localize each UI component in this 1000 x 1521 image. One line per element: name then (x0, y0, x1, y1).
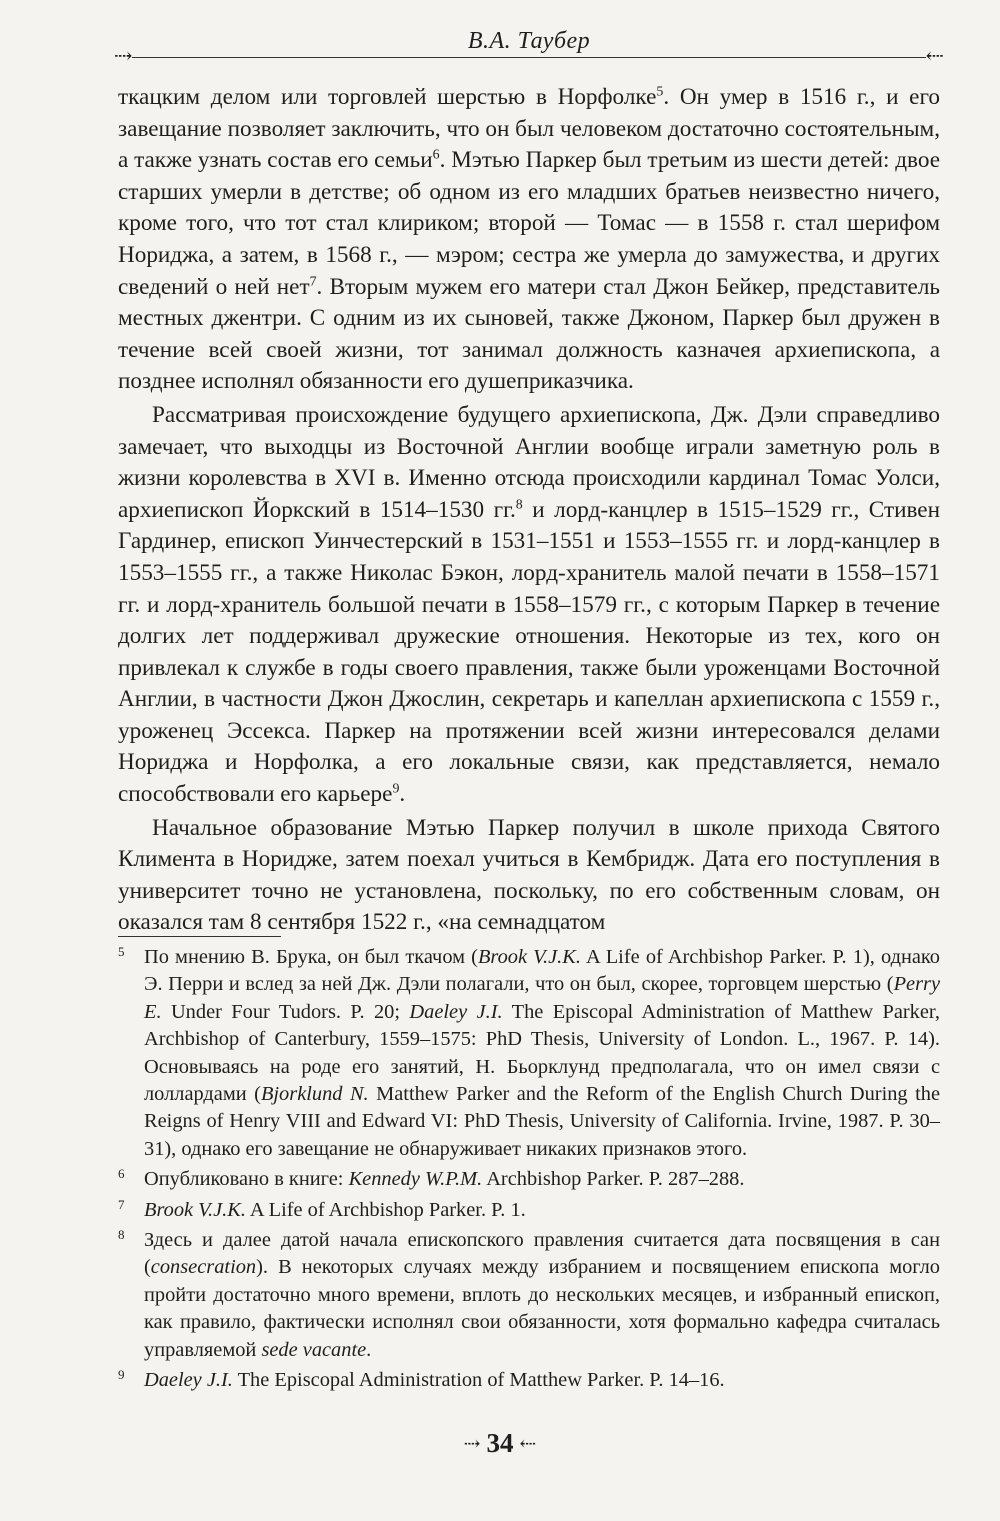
paragraph-1 (118, 82, 940, 398)
author-name: Daeley J.I. (144, 1369, 233, 1392)
arrow-right-ornament-icon: ⇢ (463, 1433, 481, 1455)
text-run: Under Four Tudors. P. 20; (161, 1000, 410, 1023)
text-run: и лорд-канцлер в 1515–1529 гг., Стивен Гардинер, епископ Уинчестерский в 1531–1551 и 1553–1555 гг. и лорд-канцлер в 1553–1555 гг., а также Николас Бэкон, лорд-хранитель малой печати в 1558–1571 гг. и лорд-хранитель большой печати в 1558–1579 гг., с которым Паркер в течение долгих лет поддерживал дружеские отношения. Некоторые из тех, кого он привлекал к службе в годы своего правления, также были уроженцами Восточной Англии, в частности Джон Джослин, секретарь и капеллан архиепископа с 1559 г., уроженец Эссекса. Паркер на протяжении всей жизни интересовался делами Нориджа и Норфолка, а его локальные связи, как представляется, немало способствовали его карьере (118, 496, 940, 808)
footnote-ref-9[interactable]: 9 (392, 781, 400, 797)
footnote-8 (118, 1227, 940, 1364)
running-head-author: В.А. Таубер (467, 28, 591, 54)
text-run: ). В некоторых случаях между избранием и посвящением епископа могло пройти достаточно много времени, вплоть до нескольких месяцев, и избранный епископ, как правило, фактически исполнял свои обязанности, хотя формально кафедра считалась управляемой (144, 1256, 940, 1361)
running-header (114, 22, 944, 72)
arrow-left-ornament-icon: ⇠ (519, 1433, 537, 1455)
footnotes (118, 944, 940, 1398)
text-run: Рассматривая происхождение будущего архиепископа, Дж. Дэли справедливо замечает, что выходцы из Восточной Англии вообще играли заметную роль в жизни королевства в XVI в. Именно отсюда происходили кардинал Томас Уолси, архиепископ Йоркский в 1514–1530 гг. (118, 401, 940, 523)
text-run: . (399, 781, 406, 808)
text-run: The Episcopal Administration of Matthew Parker. P. 14–16. (232, 1369, 725, 1392)
arrow-left-ornament-icon: ⇠ (925, 43, 944, 68)
text-run: Archbishop Parker. P. 287–288. (482, 1168, 745, 1191)
main-text (118, 82, 940, 941)
arrow-right-ornament-icon: ⇢ (114, 43, 133, 68)
text-run: A Life of Archbishop Parker. P. 1), однако Э. Перри и вслед за ней Дж. Дэли полагали, что он был, скорее, торговцем шерстью ( (144, 946, 940, 996)
footnote-number: 9 (118, 1367, 125, 1383)
text-run: Здесь и далее датой начала епископского правления считается дата посвящения в сан ( (144, 1229, 940, 1279)
footnote-number: 8 (118, 1227, 125, 1243)
text-run: . Вторым мужем его матери стал Джон Бейкер, представитель местных джентри. С одним из их сыновей, также Джоном, Паркер был дружен в течение всей своей жизни, тот занимал должность казначея архиепископа, а позднее исполнял обязанности его душеприказчика. (118, 273, 940, 395)
paragraph-3: Начальное образование Мэтью Паркер получил в школе прихода Святого Климента в Норидже, затем поехал учиться в Кембридж. Дата его поступления в университет точно не установлена, поскольку, по его собственным словам, он оказался там 8 сентября 1522 г., «на семнадцатом (118, 814, 940, 936)
text-run: . (366, 1338, 372, 1361)
author-name: Perry E. (144, 973, 940, 1023)
footnote-number: 6 (118, 1166, 125, 1182)
footnote-separator (118, 936, 281, 937)
author-name: Brook V.J.K. (144, 1198, 246, 1221)
author-name: Brook V.J.K. (477, 946, 581, 968)
latin-term: consecration (150, 1256, 257, 1279)
footnote-ref-7[interactable]: 7 (309, 273, 317, 289)
text-run: Matthew Parker and the Reform of the English Church During the Reigns of Henry VIII and Edward VI: PhD Thesis, University of California. Irvine, 1987. P. 30–31), однако его завещание не обнаруживает никаких признаков этого. (144, 1083, 940, 1160)
text-run: Опубликовано в книге: (144, 1168, 349, 1191)
text-run: По мнению В. Брука, он был ткачом ( (144, 946, 478, 968)
text-run: A Life of Archbishop Parker. P. 1. (245, 1198, 526, 1221)
text-run: ткацким делом или торговлей шерстью в Норфолке (118, 84, 657, 110)
footnote-5 (118, 944, 940, 1163)
header-rule (132, 57, 926, 58)
latin-term: sede vacante (261, 1338, 367, 1361)
text-run: . Мэтью Паркер был третьим из шести детей: двое старших умерли в детстве; об одном из его младших братьев неизвестно ничего, кроме того, что тот стал клириком; второй — Томас — в 1558 г. стал шерифом Нориджа, а затем, в 1568 г., — мэром; сестра же умерла до замужества, и других сведений о ней нет (118, 147, 940, 300)
footnote-number: 5 (118, 944, 125, 959)
footnote-ref-6[interactable]: 6 (432, 147, 440, 163)
footnote-ref-8[interactable]: 8 (515, 496, 523, 512)
text-run: The Episcopal Administration of Matthew Parker, Archbishop of Canterbury, 1559–1575: PhD Thesis, University of London. L., 1967. P. 14). Основываясь на роде его занятий, Н. Бьорклунд предполагала, что он имел связи с лоллардами ( (144, 1000, 941, 1106)
author-name: Kennedy W.P.M. (348, 1168, 483, 1191)
text-run: . Он умер в 1516 г., и его завещание позволяет заключить, что он был человеком достаточно состоятельным, а также узнать состав его семьи (118, 84, 940, 174)
footnote-6 (118, 1166, 940, 1193)
footnote-9 (118, 1367, 940, 1394)
author-name: Daeley J.I. (409, 1000, 503, 1023)
footnote-number: 7 (118, 1196, 125, 1212)
footnote-ref-5[interactable]: 5 (656, 84, 664, 100)
footnote-7 (118, 1197, 940, 1224)
paragraph-2 (118, 400, 940, 811)
page-footer (0, 1428, 1000, 1459)
author-name: Bjorklund N. (260, 1083, 369, 1106)
page-number: 34 (486, 1428, 514, 1458)
